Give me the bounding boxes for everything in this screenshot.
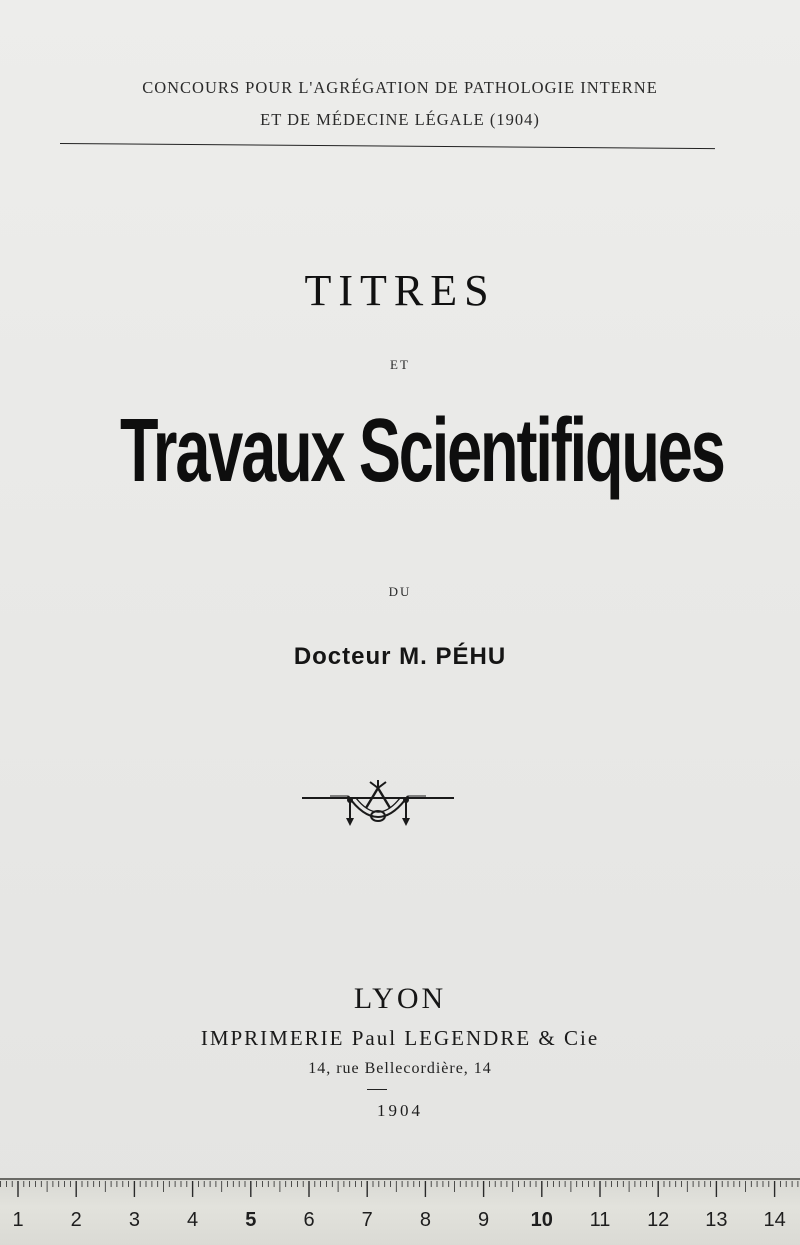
- ruler-label: 12: [647, 1209, 670, 1231]
- ruler-scale: [0, 1180, 800, 1245]
- ruler-label: 7: [361, 1209, 373, 1231]
- ruler-label: 4: [187, 1209, 199, 1231]
- author-name: Docteur M. PÉHU: [293, 643, 507, 670]
- title-conjunction: ET: [390, 357, 410, 372]
- header-line-2: ET DE MÉDECINE LÉGALE (1904): [260, 110, 540, 129]
- ruler-label: 6: [303, 1209, 315, 1231]
- imprint-divider: [367, 1089, 387, 1090]
- ruler-label: 9: [478, 1209, 490, 1231]
- header-line-1: CONCOURS POUR L'AGRÉGATION DE PATHOLOGIE INTERNE: [142, 78, 658, 97]
- ruler-label: 14: [763, 1209, 786, 1231]
- ruler-label: 8: [419, 1209, 431, 1231]
- ruler-label: 11: [589, 1209, 611, 1231]
- ruler-label: 1: [12, 1209, 24, 1231]
- title-preposition: DU: [388, 584, 412, 599]
- ruler-label: 3: [128, 1209, 140, 1231]
- decorative-ornament-icon: [300, 778, 456, 834]
- imprint-year: 1904: [377, 1101, 423, 1120]
- measuring-ruler: [0, 1178, 800, 1245]
- ruler-label: 13: [705, 1209, 728, 1231]
- imprint-address: 14, rue Bellecordière, 14: [308, 1060, 492, 1077]
- ruler-label: 10: [530, 1209, 553, 1231]
- imprint-city: LYON: [353, 982, 447, 1015]
- ruler-label: 2: [70, 1209, 82, 1231]
- main-title: Travaux Scientifiques: [120, 401, 724, 501]
- imprint-printer: IMPRIMERIE Paul LEGENDRE & Cie: [200, 1026, 600, 1050]
- ruler-label: 5: [245, 1209, 257, 1231]
- header-divider: [60, 143, 715, 149]
- title-titres: TITRES: [304, 266, 496, 315]
